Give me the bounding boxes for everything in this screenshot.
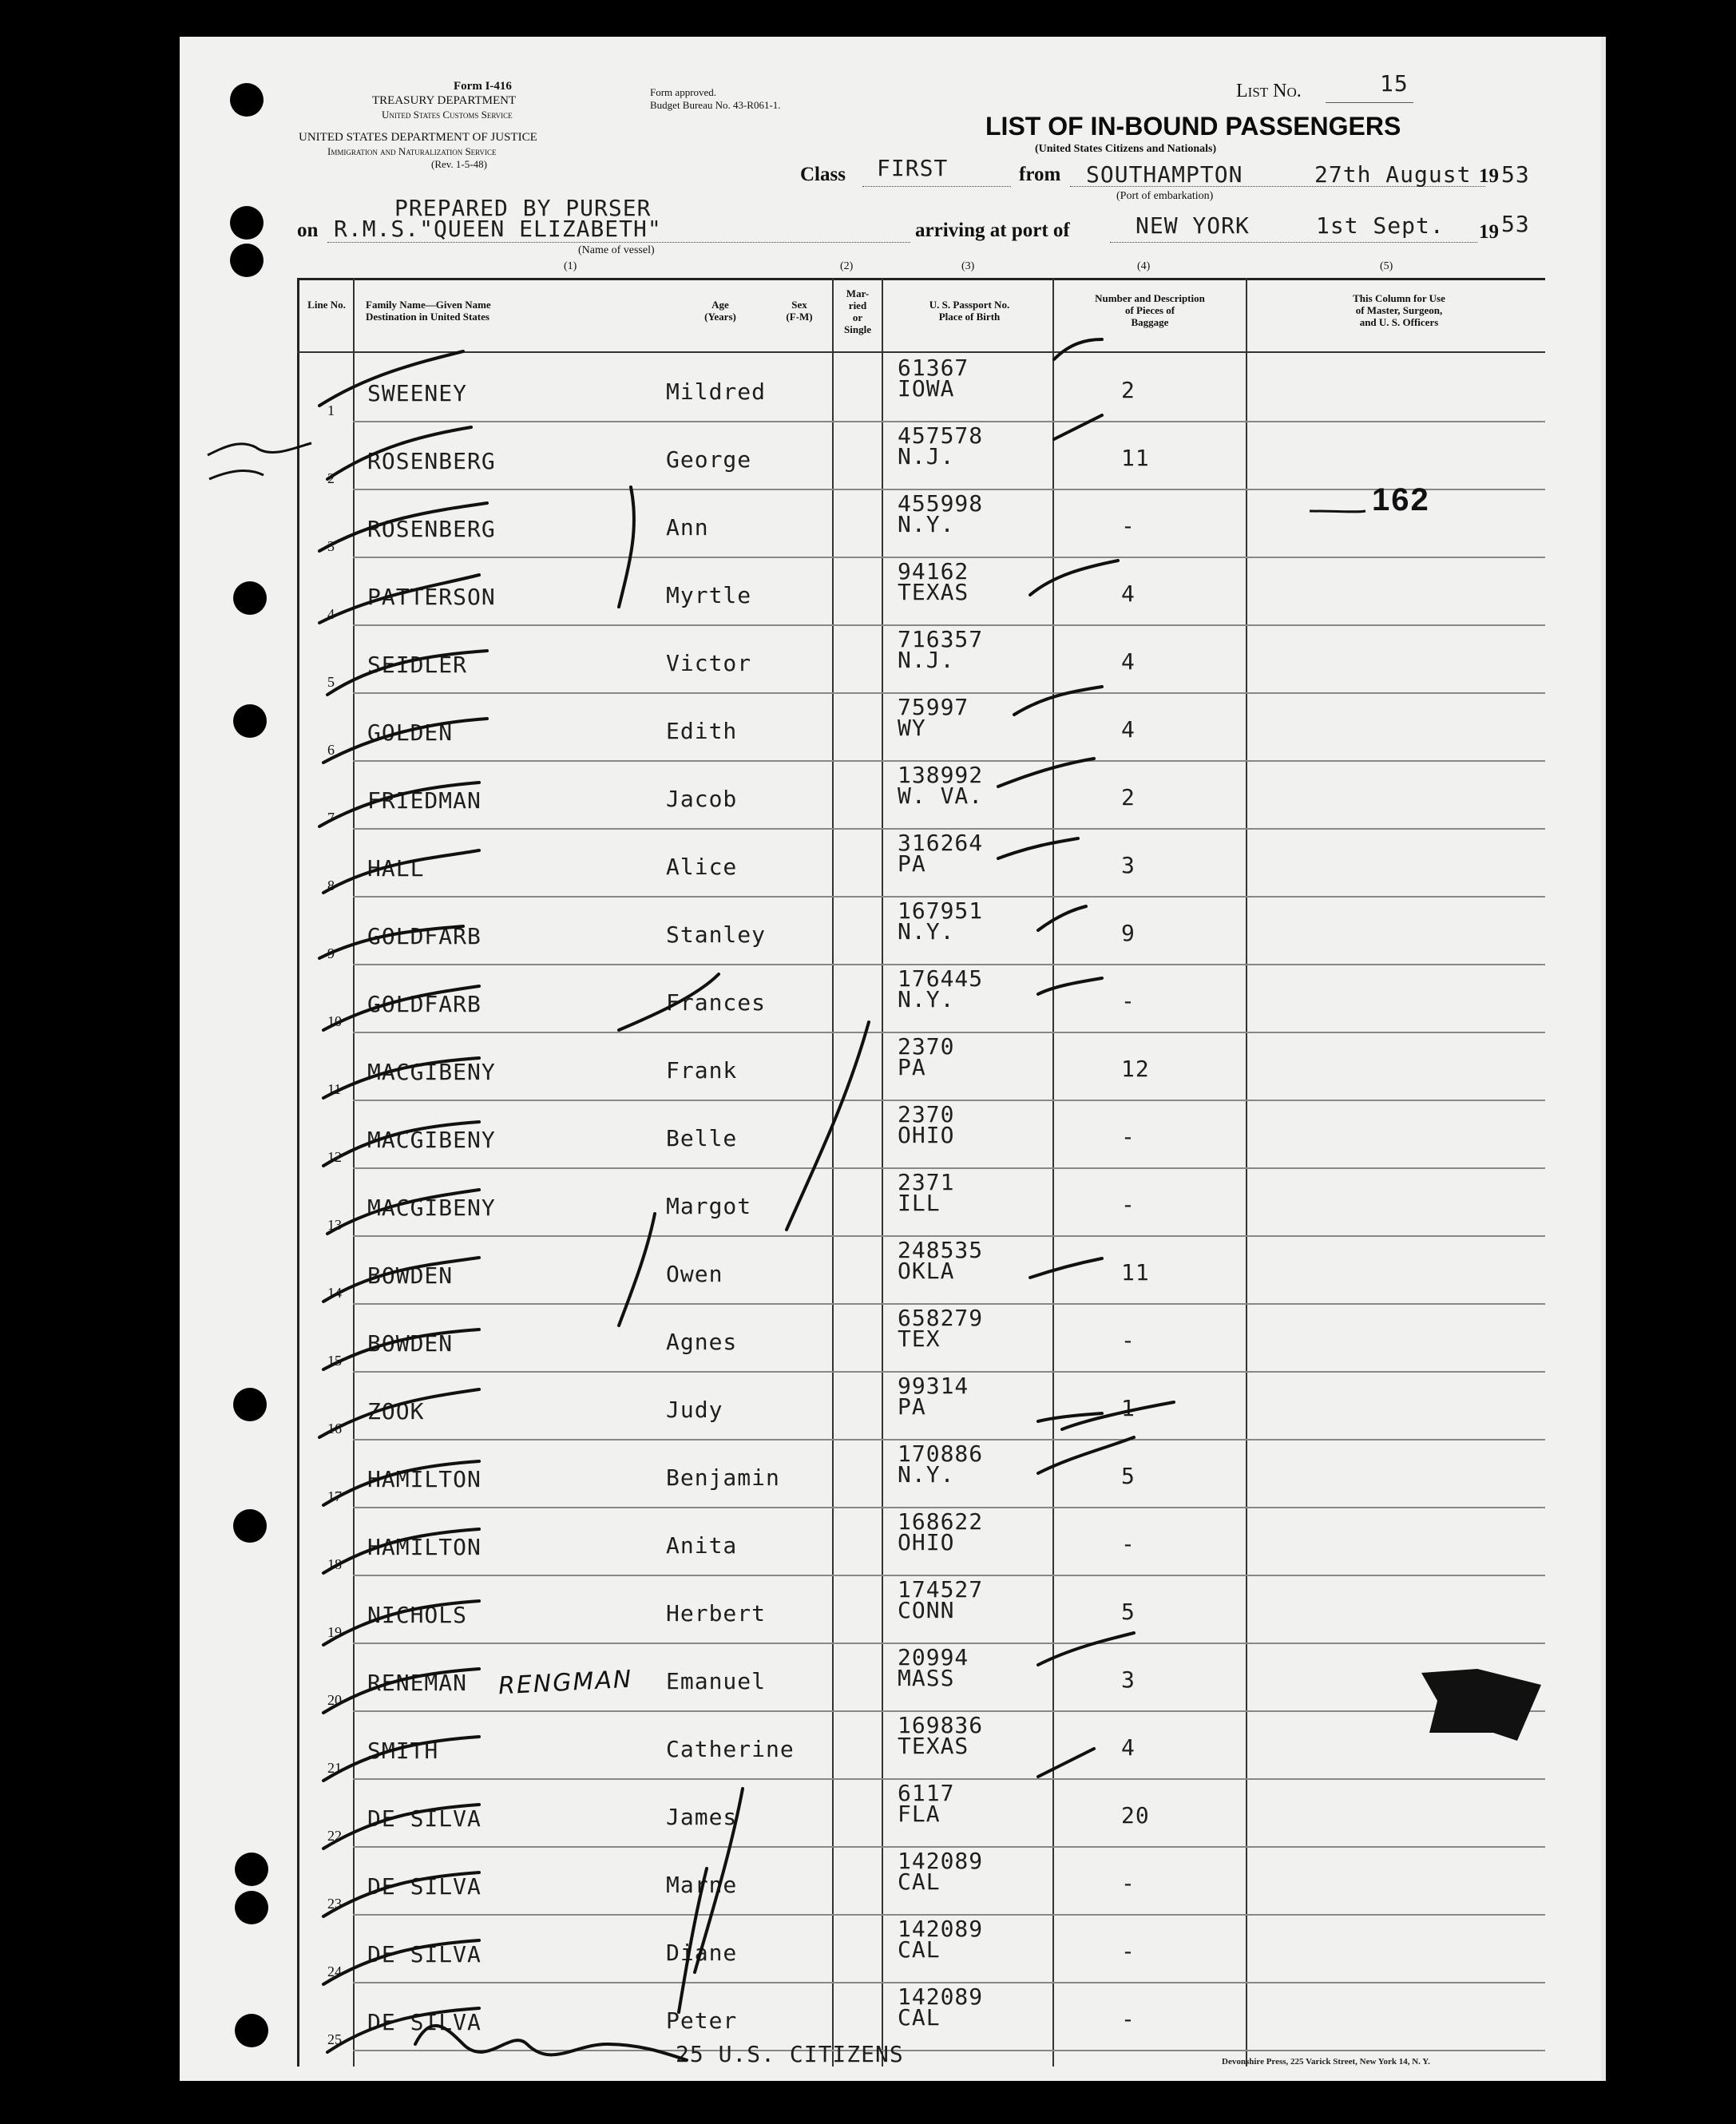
given-name: Alice: [666, 854, 738, 880]
family-name: PATTERSON: [367, 584, 496, 610]
baggage-count: -: [1121, 1327, 1136, 1353]
line-number: 23: [327, 1896, 342, 1912]
line-number: 5: [327, 674, 335, 690]
line-number: 8: [327, 878, 335, 894]
line-number: 10: [327, 1013, 342, 1029]
baggage-count: 4: [1121, 1734, 1136, 1761]
family-name: NICHOLS: [367, 1602, 468, 1628]
line-number: 15: [327, 1353, 342, 1369]
port-embark-label: (Port of embarkation): [1116, 190, 1214, 202]
col-header-age: Age (Years): [704, 299, 736, 323]
given-name: Jacob: [666, 786, 738, 812]
justice-dept: UNITED STATES DEPARTMENT OF JUSTICE: [299, 131, 537, 144]
given-name: Ann: [666, 514, 709, 541]
given-name: Victor: [666, 650, 752, 676]
given-name: Agnes: [666, 1329, 738, 1355]
place-of-birth: N.Y.: [898, 511, 955, 537]
place-of-birth: CONN: [898, 1597, 955, 1623]
baggage-count: 5: [1121, 1463, 1136, 1489]
passport-number: 455998: [898, 490, 984, 517]
handwritten-name: RENGMAN: [497, 1665, 634, 1701]
family-name: ROSENBERG: [367, 516, 496, 542]
baggage-count: 4: [1121, 648, 1136, 675]
given-name: Diane: [666, 1940, 738, 1966]
class-label: Class: [800, 164, 846, 185]
given-name: Benjamin: [666, 1464, 780, 1491]
arriving-label: arriving at port of: [915, 220, 1070, 241]
place-of-birth: OHIO: [898, 1122, 955, 1148]
family-name: DE SILVA: [367, 1805, 482, 1832]
family-name: GOLDFARB: [367, 923, 482, 949]
line-number: 21: [327, 1760, 342, 1776]
place-of-birth: PA: [898, 1054, 926, 1080]
passport-number: 170886: [898, 1440, 984, 1467]
given-name: Margot: [666, 1193, 752, 1219]
passport-number: 658279: [898, 1305, 984, 1331]
given-name: George: [666, 446, 752, 473]
baggage-count: 4: [1121, 581, 1136, 607]
family-name: FRIEDMAN: [367, 787, 482, 814]
family-name: HAMILTON: [367, 1466, 482, 1492]
form-approved: Form approved.: [650, 86, 717, 98]
list-no-label: List No.: [1236, 81, 1302, 101]
line-number: 25: [327, 2031, 342, 2047]
line-number: 2: [327, 470, 335, 486]
year-prefix: 19: [1479, 165, 1499, 187]
line-number: 22: [327, 1828, 342, 1844]
col-num-2: (2): [840, 260, 854, 272]
passport-number: 94162: [898, 558, 969, 584]
passport-number: 142089: [898, 1983, 984, 2010]
place-of-birth: CAL: [898, 1868, 941, 1895]
given-name: Catherine: [666, 1736, 795, 1762]
given-name: Stanley: [666, 921, 767, 948]
passport-number: 99314: [898, 1373, 969, 1399]
place-of-birth: N.J.: [898, 443, 955, 470]
stamp-number: 162: [1372, 482, 1430, 517]
passport-number: 2371: [898, 1169, 955, 1195]
given-name: Belle: [666, 1125, 738, 1151]
family-name: BOWDEN: [367, 1262, 454, 1289]
baggage-count: -: [1121, 988, 1136, 1014]
list-no-value: 15: [1380, 70, 1409, 97]
baggage-count: -: [1121, 1870, 1136, 1896]
given-name: Edith: [666, 718, 738, 744]
form-title: LIST OF IN-BOUND PASSENGERS: [985, 112, 1401, 141]
place-of-birth: MASS: [898, 1665, 955, 1691]
passport-number: 167951: [898, 898, 984, 924]
passport-number: 142089: [898, 1916, 984, 1942]
place-of-birth: FLA: [898, 1801, 941, 1827]
arrival-date: 1st Sept.: [1316, 212, 1445, 239]
passport-number: 169836: [898, 1712, 984, 1738]
family-name: ROSENBERG: [367, 448, 496, 474]
given-name: Judy: [666, 1397, 723, 1423]
col-num-1: (1): [564, 260, 577, 272]
family-name: BOWDEN: [367, 1330, 454, 1357]
baggage-count: 2: [1121, 784, 1136, 810]
line-number: 18: [327, 1556, 342, 1572]
line-number: 19: [327, 1624, 342, 1640]
family-name: RENEMAN: [367, 1670, 468, 1696]
family-name: ZOOK: [367, 1398, 425, 1425]
given-name: James: [666, 1804, 738, 1830]
family-name: DE SILVA: [367, 1941, 482, 1967]
baggage-count: 3: [1121, 1666, 1136, 1693]
col-header-line: Line No.: [307, 299, 346, 311]
family-name: GOLDEN: [367, 719, 454, 746]
col-header-baggage: Number and Description of Pieces of Baggage: [1095, 292, 1205, 328]
given-name: Mildred: [666, 378, 767, 405]
passport-number: 2370: [898, 1101, 955, 1127]
place-of-birth: CAL: [898, 1936, 941, 1963]
from-value: SOUTHAMPTON: [1086, 161, 1243, 188]
depart-date: 27th August: [1314, 161, 1472, 188]
place-of-birth: W. VA.: [898, 783, 984, 809]
given-name: Marne: [666, 1872, 738, 1898]
col-num-4: (4): [1137, 260, 1151, 272]
given-name: Anita: [666, 1532, 738, 1559]
place-of-birth: WY: [898, 715, 926, 741]
place-of-birth: OHIO: [898, 1529, 955, 1555]
baggage-count: -: [1121, 1191, 1136, 1218]
class-value: FIRST: [877, 155, 949, 181]
baggage-count: 11: [1121, 1259, 1150, 1286]
col-header-married: Mar- ried or Single: [844, 287, 871, 335]
on-label: on: [297, 220, 319, 241]
line-number: 9: [327, 945, 335, 961]
baggage-count: 11: [1121, 445, 1150, 471]
passport-number: 248535: [898, 1237, 984, 1263]
line-number: 3: [327, 538, 335, 554]
family-name: HALL: [367, 855, 425, 882]
line-number: 13: [327, 1217, 342, 1233]
line-number: 4: [327, 606, 335, 622]
family-name: HAMILTON: [367, 1534, 482, 1560]
place-of-birth: N.Y.: [898, 986, 955, 1012]
arrival-year: 53: [1501, 211, 1530, 237]
place-of-birth: TEXAS: [898, 1733, 969, 1759]
baggage-count: 9: [1121, 920, 1136, 946]
place-of-birth: N.Y.: [898, 1461, 955, 1488]
passport-number: 176445: [898, 965, 984, 992]
passport-number: 174527: [898, 1576, 984, 1603]
family-name: MACGIBENY: [367, 1195, 496, 1221]
from-label: from: [1019, 164, 1061, 185]
line-number: 16: [327, 1421, 342, 1436]
arrival-year-prefix: 19: [1479, 221, 1499, 243]
given-name: Frank: [666, 1057, 738, 1084]
baggage-count: 5: [1121, 1599, 1136, 1625]
place-of-birth: CAL: [898, 2004, 941, 2031]
passport-number: 716357: [898, 626, 984, 652]
place-of-birth: N.Y.: [898, 918, 955, 945]
form-id: Form I-416: [454, 80, 512, 93]
passport-number: 75997: [898, 694, 969, 720]
col-header-name: Family Name—Given Name Destination in United States: [366, 299, 491, 323]
place-of-birth: TEXAS: [898, 579, 969, 605]
passport-number: 20994: [898, 1644, 969, 1670]
line-number: 6: [327, 742, 335, 758]
baggage-count: 4: [1121, 716, 1136, 743]
printer-imprint: Devonshire Press, 225 Varick Street, New York 14, N. Y.: [1222, 2057, 1430, 2067]
baggage-count: -: [1121, 1123, 1136, 1150]
passport-number: 457578: [898, 422, 984, 449]
baggage-count: 2: [1121, 377, 1136, 403]
depart-year: 53: [1501, 161, 1530, 188]
col-header-officers: This Column for Use of Master, Surgeon, and U. S. Officers: [1353, 292, 1445, 328]
family-name: GOLDFARB: [367, 991, 482, 1017]
line-number: 12: [327, 1149, 342, 1165]
col-num-3: (3): [961, 260, 975, 272]
place-of-birth: PA: [898, 1393, 926, 1420]
col-num-5: (5): [1380, 260, 1393, 272]
vessel-label: (Name of vessel): [578, 244, 655, 256]
family-name: SEIDLER: [367, 652, 468, 678]
given-name: Owen: [666, 1261, 723, 1287]
col-header-sex: Sex (F-M): [786, 299, 813, 323]
given-name: Myrtle: [666, 582, 752, 608]
baggage-count: 12: [1121, 1056, 1150, 1082]
customs-service: United States Customs Service: [382, 109, 513, 121]
family-name: MACGIBENY: [367, 1127, 496, 1153]
line-number: 7: [327, 810, 335, 826]
given-name: Peter: [666, 2007, 738, 2034]
line-number: 11: [327, 1081, 342, 1097]
line-number: 14: [327, 1285, 342, 1301]
arrival-port: NEW YORK: [1136, 212, 1250, 239]
budget-bureau: Budget Bureau No. 43-R061-1.: [650, 99, 781, 111]
family-name: DE SILVA: [367, 2009, 482, 2035]
line-number: 17: [327, 1488, 342, 1504]
place-of-birth: TEX: [898, 1326, 941, 1352]
place-of-birth: OKLA: [898, 1258, 955, 1284]
family-name: SWEENEY: [367, 380, 468, 406]
given-name: Frances: [666, 989, 767, 1016]
passport-number: 6117: [898, 1780, 955, 1806]
vessel-name: R.M.S."QUEEN ELIZABETH": [334, 216, 662, 242]
baggage-count: 1: [1121, 1395, 1136, 1421]
place-of-birth: IOWA: [898, 375, 955, 402]
place-of-birth: PA: [898, 850, 926, 877]
treasury-dept: TREASURY DEPARTMENT: [372, 94, 517, 107]
given-name: Emanuel: [666, 1668, 767, 1694]
passport-number: 168622: [898, 1508, 984, 1535]
passport-number: 138992: [898, 762, 984, 788]
baggage-count: -: [1121, 2006, 1136, 2032]
line-number: 24: [327, 1964, 342, 1979]
revision: (Rev. 1-5-48): [431, 158, 487, 170]
family-name: SMITH: [367, 1738, 439, 1764]
baggage-count: -: [1121, 1531, 1136, 1557]
form-subtitle: (United States Citizens and Nationals): [1035, 143, 1217, 155]
line-number: 20: [327, 1692, 342, 1708]
col-header-passport: U. S. Passport No. Place of Birth: [929, 299, 1010, 323]
line-number: 1: [327, 402, 335, 418]
passport-number: 316264: [898, 830, 984, 856]
baggage-count: 3: [1121, 852, 1136, 878]
passport-number: 2370: [898, 1033, 955, 1060]
ins-service: Immigration and Naturalization Service: [327, 145, 497, 157]
baggage-count: 20: [1121, 1802, 1150, 1829]
baggage-count: -: [1121, 1938, 1136, 1964]
family-name: MACGIBENY: [367, 1059, 496, 1085]
passport-number: 142089: [898, 1848, 984, 1874]
baggage-count: -: [1121, 513, 1136, 539]
prepared-by: PREPARED BY PURSER: [394, 195, 652, 221]
passport-number: 61367: [898, 355, 969, 381]
place-of-birth: ILL: [898, 1190, 941, 1216]
given-name: Herbert: [666, 1600, 767, 1627]
place-of-birth: N.J.: [898, 647, 955, 673]
footer-total: 25 U.S. CITIZENS: [676, 2041, 904, 2067]
family-name: DE SILVA: [367, 1873, 482, 1900]
